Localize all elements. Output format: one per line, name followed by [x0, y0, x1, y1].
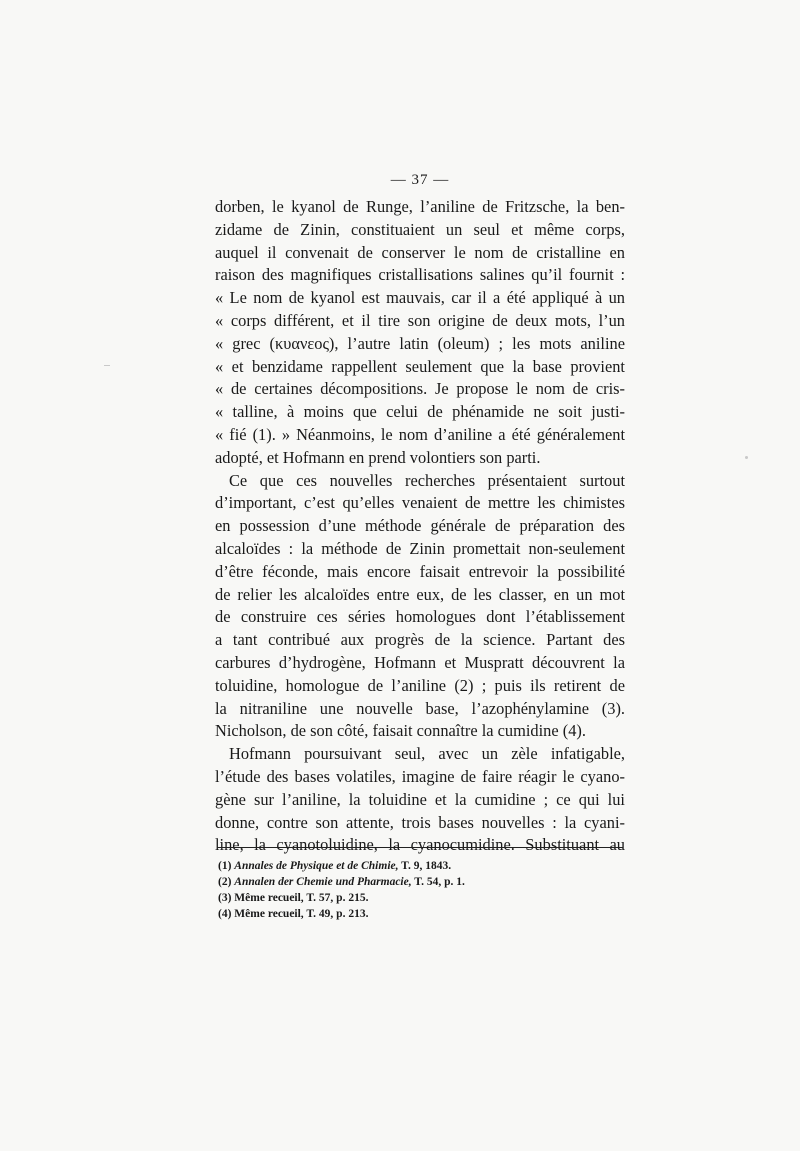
text-line: carbures d’hydrogène, Hofmann et Muspratt découvrent la — [215, 652, 625, 672]
text-line: « corps différent, et il tire son origine de deux mots, l’un — [215, 310, 625, 330]
text-line: Ce que ces nouvelles recherches présentaient surtout — [229, 470, 625, 490]
body-text — [215, 196, 625, 857]
text-line: « et benzidame rappellent seulement que la base provient — [215, 356, 625, 376]
footnote-title: Même recueil, — [234, 908, 304, 920]
footnote — [218, 858, 624, 874]
text-line: auquel il convenait de conserver le nom de cristalline en — [215, 242, 625, 262]
text-line: line, la cyanotoluidine, la cyanocumidine. Substituant au — [215, 835, 625, 855]
text-line: adopté, et Hofmann en prend volontiers son parti. — [215, 447, 541, 467]
text-line: « fié (1). » Néanmoins, le nom d’aniline a été généralement — [215, 424, 625, 444]
text-line: « de certaines décompositions. Je propose le nom de cris- — [215, 379, 625, 399]
text-line: dorben, le kyanol de Runge, l’aniline de Fritzsche, la ben- — [215, 197, 625, 216]
text-line: Hofmann poursuivant seul, avec un zèle infatigable, — [229, 744, 625, 764]
footnote-number: (3) — [218, 892, 232, 904]
footnote — [218, 890, 624, 906]
footnote-title: Annalen der Chemie und Pharmacie, — [234, 876, 412, 888]
text-line: raison des magnifiques cristallisations salines qu’il fournit : — [215, 265, 625, 285]
text-line: a tant contribué aux progrès de la science. Partant des — [215, 630, 625, 650]
footnote-number: (2) — [218, 876, 232, 888]
text-line: en possession d’une méthode générale de préparation des — [215, 516, 625, 536]
text-line: la nitraniline une nouvelle base, l’azophénylamine (3). — [215, 698, 625, 718]
footnote-title: Même recueil, — [234, 892, 304, 904]
footnote-number: (1) — [218, 860, 232, 872]
text-line: de construire ces séries homologues dont l’établissement — [215, 607, 625, 627]
text-line: toluidine, homologue de l’aniline (2) ; puis ils retirent de — [215, 675, 625, 695]
margin-speck — [745, 456, 748, 459]
text-line: gène sur l’aniline, la toluidine et la cumidine ; ce qui lui — [215, 789, 625, 809]
text-line: d’important, c’est qu’elles venaient de mettre les chimistes — [215, 493, 625, 513]
text-line: alcaloïdes : la méthode de Zinin promettait non-seulement — [215, 538, 625, 558]
text-line: l’étude des bases volatiles, imagine de faire réagir le cyano- — [215, 766, 625, 786]
text-line: « talline, à moins que celui de phénamide ne soit justi- — [215, 402, 625, 422]
text-line: « grec (κυανεος), l’autre latin (oleum) ; les mots aniline — [215, 333, 625, 353]
footnote — [218, 906, 624, 922]
text-line: « Le nom de kyanol est mauvais, car il a été appliqué à un — [215, 288, 625, 308]
text-line: Nicholson, de son côté, faisait connaître la cumidine (4). — [215, 721, 586, 741]
footnote-reference: T. 49, p. 213. — [306, 908, 369, 920]
text-line: d’être féconde, mais encore faisait entrevoir la possibilité — [215, 561, 625, 581]
margin-speck — [104, 365, 110, 366]
footnote-reference: T. 54, p. 1. — [414, 876, 465, 888]
footnote-reference: T. 9, 1843. — [401, 860, 452, 872]
footnote-divider — [217, 847, 623, 848]
footnote-number: (4) — [218, 908, 232, 920]
text-line: de relier les alcaloïdes entre eux, de les classer, en un mot — [215, 584, 625, 604]
footnote-reference: T. 57, p. 215. — [306, 892, 369, 904]
footnote-title: Annales de Physique et de Chimie, — [234, 860, 399, 872]
footnote — [218, 874, 624, 890]
footnotes — [218, 858, 624, 922]
page-number: — 37 — — [390, 172, 450, 188]
text-line: donne, contre son attente, trois bases nouvelles : la cyani- — [215, 812, 625, 832]
text-line: zidame de Zinin, constituaient un seul et même corps, — [215, 219, 625, 239]
